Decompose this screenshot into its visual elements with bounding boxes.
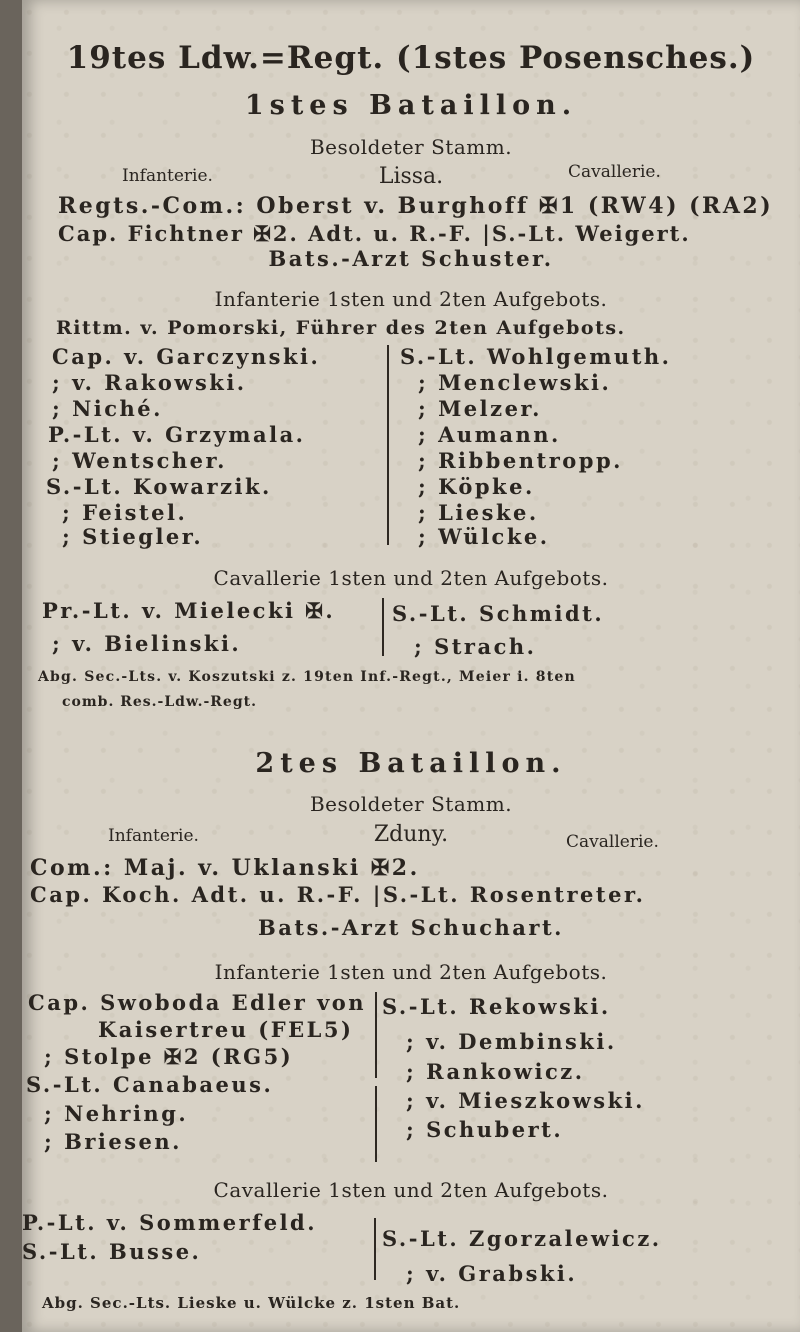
column-divider	[382, 598, 384, 656]
list-item: ; Briesen.	[44, 1129, 182, 1154]
list-item: ; v. Mieszkowski.	[406, 1088, 645, 1113]
list-item: ; Rankowicz.	[406, 1059, 585, 1084]
battalion-1-infantry-heading: Infanterie 1sten und 2ten Aufgebots.	[214, 287, 608, 311]
list-item: S.-Lt. Zgorzalewicz.	[382, 1226, 662, 1251]
battalion-2-staff-captain: Cap. Koch. Adt. u. R.-F. |S.-Lt. Rosentreter.	[30, 882, 646, 907]
list-item: ; v. Bielinski.	[52, 631, 242, 656]
list-item: ; v. Grabski.	[406, 1261, 578, 1286]
column-divider	[375, 992, 377, 1078]
column-divider	[374, 1218, 376, 1280]
battalion-2-staff-commander: Com.: Maj. v. Uklanski ✠2.	[30, 855, 420, 881]
list-item: Kaisertreu (FEL5)	[98, 1017, 354, 1042]
battalion-2-infantry-heading: Infanterie 1sten und 2ten Aufgebots.	[214, 960, 608, 984]
battalion-1-staff-commander: Regts.-Com.: Oberst v. Burghoff ✠1 (RW4) (RA2)	[58, 193, 774, 219]
list-item: S.-Lt. Wohlgemuth.	[400, 344, 672, 369]
list-item: ; v. Rakowski.	[52, 370, 247, 395]
list-item: ; Feistel.	[62, 500, 188, 525]
list-item: Cap. Swoboda Edler von	[28, 990, 367, 1015]
battalion-2-staff-doctor: Bats.-Arzt Schuchart.	[258, 915, 564, 940]
list-item: P.-Lt. v. Sommerfeld.	[22, 1210, 318, 1235]
battalion-1-cavalry-heading: Cavallerie 1sten und 2ten Aufgebots.	[213, 566, 609, 590]
list-item: S.-Lt. Busse.	[22, 1239, 202, 1264]
battalion-2-cavalry-heading: Cavallerie 1sten und 2ten Aufgebots.	[213, 1178, 609, 1202]
list-item: S.-Lt. Kowarzik.	[46, 474, 272, 499]
list-item: ; Niché.	[52, 396, 163, 421]
list-item: ; Wülcke.	[418, 524, 550, 549]
battalion-1-stamm: Besoldeter Stamm.	[309, 135, 513, 159]
battalion-1-abgang-line-2: comb. Res.-Ldw.-Regt.	[62, 694, 257, 710]
list-item: ; Stolpe ✠2 (RG5)	[44, 1044, 294, 1069]
list-item: ; Lieske.	[418, 500, 539, 525]
list-item: ; Stiegler.	[62, 524, 204, 549]
document-page	[22, 0, 800, 1332]
list-item: ; Melzer.	[418, 396, 542, 421]
battalion-2-abgang: Abg. Sec.-Lts. Lieske u. Wülcke z. 1sten Bat.	[42, 1294, 461, 1312]
list-item: ; Wentscher.	[52, 448, 227, 473]
battalion-1-title: 1stes Bataillon.	[244, 90, 578, 121]
regiment-heading: 19tes Ldw.=Regt. (1stes Posensches.)	[66, 40, 756, 76]
list-item: ; Schubert.	[406, 1117, 564, 1142]
battalion-2-location: Zduny.	[373, 822, 449, 847]
list-item: Cap. v. Garczynski.	[52, 344, 321, 369]
list-item: ; Strach.	[414, 634, 537, 659]
column-divider	[387, 345, 389, 545]
list-item: S.-Lt. Rekowski.	[382, 994, 611, 1019]
battalion-1-col-infanterie: Infanterie.	[122, 166, 213, 186]
battalion-1-col-cavallerie: Cavallerie.	[568, 162, 661, 182]
column-divider	[375, 1086, 377, 1162]
battalion-2-title: 2tes Bataillon.	[255, 748, 567, 779]
list-item: ; Nehring.	[44, 1101, 189, 1126]
battalion-1-staff-doctor: Bats.-Arzt Schuster.	[268, 246, 554, 271]
list-item: Pr.-Lt. v. Mielecki ✠.	[42, 598, 336, 623]
battalion-1-abgang-line-1: Abg. Sec.-Lts. v. Koszutski z. 19ten Inf.-Regt., Meier i. 8ten	[38, 669, 576, 685]
list-item: ; Aumann.	[418, 422, 561, 447]
list-item: P.-Lt. v. Grzymala.	[48, 422, 306, 447]
list-item: ; Menclewski.	[418, 370, 612, 395]
battalion-1-infantry-leader: Rittm. v. Pomorski, Führer des 2ten Aufgebots.	[56, 317, 626, 339]
battalion-1-location: Lissa.	[378, 164, 444, 189]
list-item: ; Köpke.	[418, 474, 535, 499]
list-item: ; v. Dembinski.	[406, 1029, 617, 1054]
battalion-2-col-infanterie: Infanterie.	[108, 826, 199, 846]
list-item: ; Ribbentropp.	[418, 448, 623, 473]
list-item: S.-Lt. Canabaeus.	[26, 1072, 274, 1097]
battalion-2-stamm: Besoldeter Stamm.	[309, 792, 513, 816]
battalion-2-col-cavallerie: Cavallerie.	[566, 832, 659, 852]
list-item: S.-Lt. Schmidt.	[392, 601, 605, 626]
battalion-1-staff-captain: Cap. Fichtner ✠2. Adt. u. R.-F. |S.-Lt. Weigert.	[58, 221, 691, 246]
